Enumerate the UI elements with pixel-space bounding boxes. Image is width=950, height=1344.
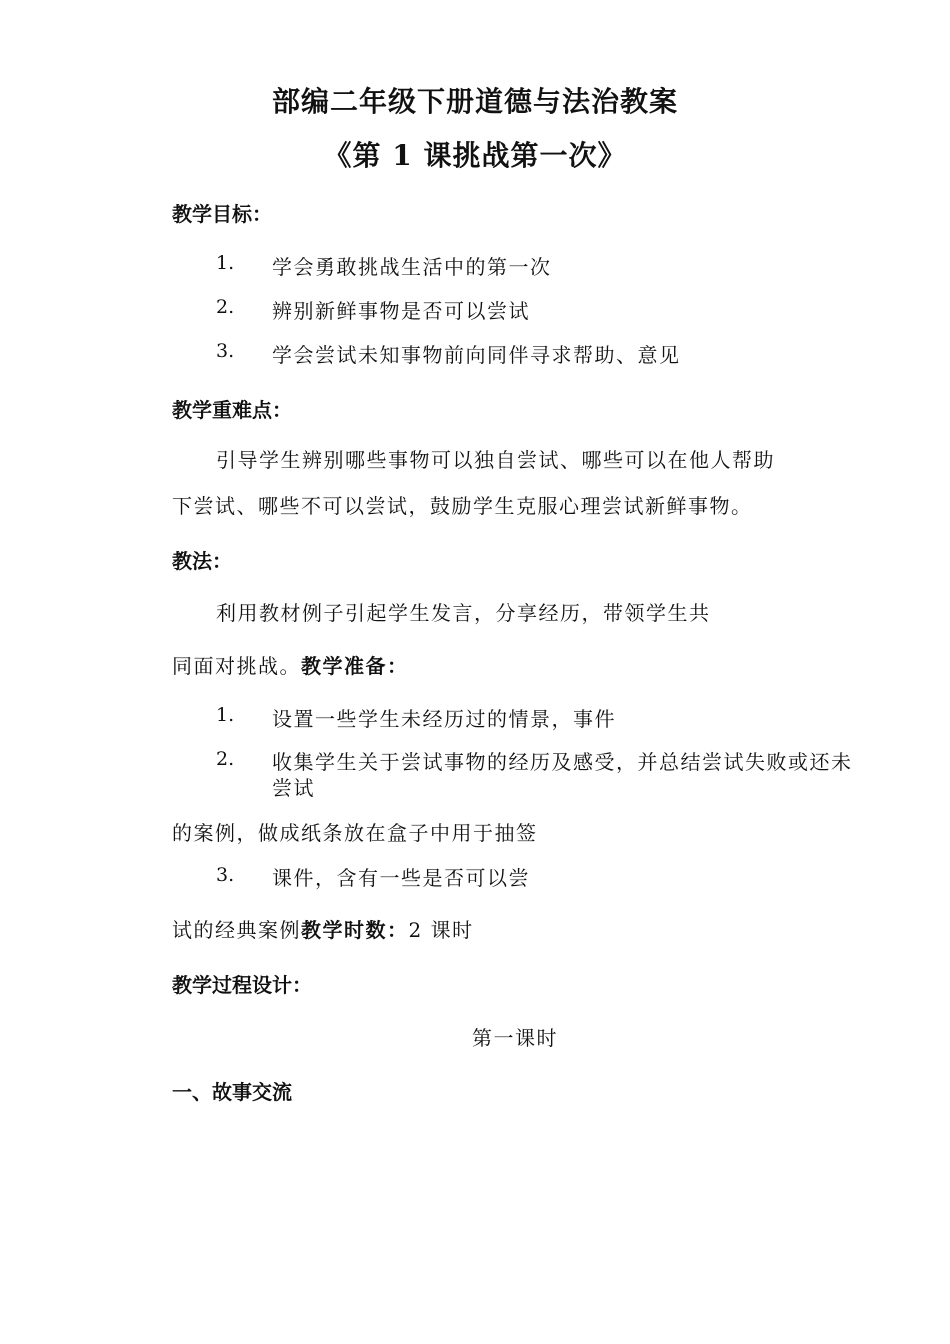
hours-heading: 教学时数： xyxy=(301,918,409,942)
key-points-line-1: 引导学生辨别哪些事物可以独自尝试、哪些可以在他人帮助 xyxy=(216,448,775,472)
preparation-heading: 教学准备： xyxy=(301,654,409,678)
preparation-3-text-cont: 试的经典案例 xyxy=(172,918,301,942)
preparation-3-number: 3. xyxy=(216,864,235,886)
preparation-2-text-cont: 尝试 xyxy=(272,776,315,800)
preparation-3-cont-row xyxy=(172,914,474,943)
preparation-3-text: 课件，含有一些是否可以尝 xyxy=(272,866,530,890)
objective-2-number: 2. xyxy=(216,296,235,318)
method-heading: 教法： xyxy=(172,549,232,573)
preparation-2-text: 收集学生关于尝试事物的经历及感受，并总结尝试失败或还未 xyxy=(272,750,853,774)
preparation-1-text: 设置一些学生未经历过的情景，事件 xyxy=(272,707,616,731)
objective-3-text: 学会尝试未知事物前向同伴寻求帮助、意见 xyxy=(272,343,681,367)
process-heading: 教学过程设计： xyxy=(172,973,312,997)
key-points-line-2: 下尝试、哪些不可以尝试，鼓励学生克服心理尝试新鲜事物。 xyxy=(172,494,753,518)
objectives-heading: 教学目标： xyxy=(172,202,272,226)
section-1-heading: 一、故事交流 xyxy=(172,1080,292,1104)
objective-1-text: 学会勇敢挑战生活中的第一次 xyxy=(272,255,552,279)
objective-1-number: 1. xyxy=(216,252,235,274)
objective-3-number: 3. xyxy=(216,340,235,362)
hours-value: 2 课时 xyxy=(408,918,474,942)
preparation-continuation: 的案例，做成纸条放在盒子中用于抽签 xyxy=(172,821,538,845)
method-line-1: 利用教材例子引起学生发言，分享经历，带领学生共 xyxy=(216,601,711,625)
method-line-2-row xyxy=(172,650,409,679)
session-title: 第一课时 xyxy=(472,1026,558,1050)
objective-2-text: 辨别新鲜事物是否可以尝试 xyxy=(272,299,530,323)
method-line-2: 同面对挑战。 xyxy=(172,654,301,678)
preparation-1-number: 1. xyxy=(216,704,235,726)
document-title: 部编二年级下册道德与法治教案 xyxy=(271,85,678,118)
key-points-heading: 教学重难点： xyxy=(172,398,292,422)
preparation-2-number: 2. xyxy=(216,748,235,770)
lesson-title: 《第 1 课挑战第一次》 xyxy=(323,139,627,172)
